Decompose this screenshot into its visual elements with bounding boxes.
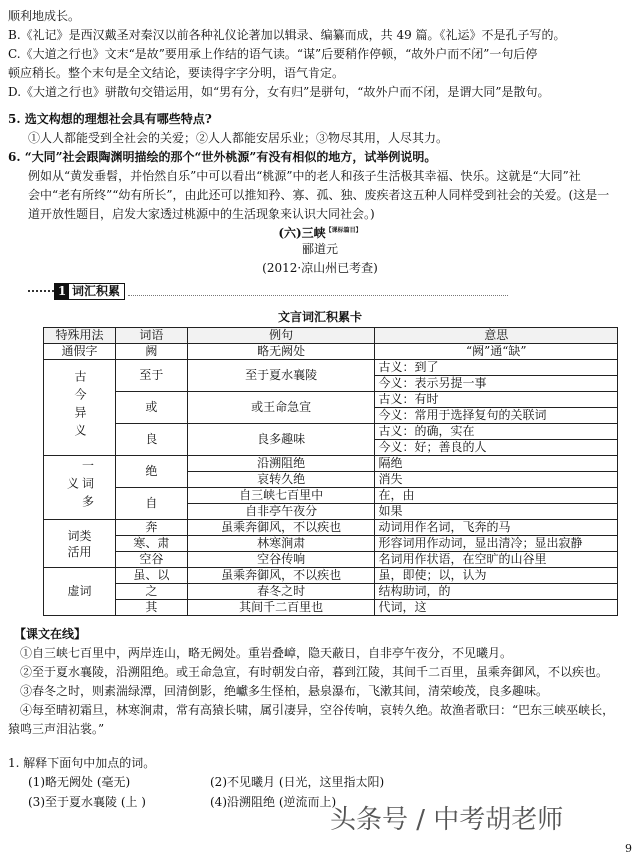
answer-6-line2: 会中“老有所终”“幼有所长”，由此还可以推知矜、寡、孤、独、废疾者这五种人同样受到社会的关爱。(这是一 xyxy=(28,188,610,202)
category-xuci: 虚词 xyxy=(44,568,116,616)
exercise-item-1: (1)略无阙处 (毫无) xyxy=(28,775,131,789)
paragraph-4: ④每至晴初霜旦，林寒涧肃，常有高猿长啸，属引凄异，空谷传响，哀转久绝。故渔者歌曰：“巴东三峡巫峡长， xyxy=(20,703,615,717)
exercise-item-4: (4)沿溯阻绝 (逆流而上) xyxy=(210,795,337,809)
exam-note: (2012·凉山州已考查) xyxy=(262,261,378,275)
category-duoyi: 一词多义 xyxy=(44,456,116,520)
lesson-badge: 【课标篇目】 xyxy=(325,227,362,234)
paragraph-1: ①自三峡七百里中，两岸连山，略无阙处。重岩叠嶂，隐天蔽日，自非亭午夜分，不见曦月。 xyxy=(20,646,513,660)
question-5: 5. 选文构想的理想社会具有哪些特点? xyxy=(8,112,212,126)
table-header-row xyxy=(44,328,618,344)
table-row: 通假字 阙 略无阙处 “阙”通“缺” xyxy=(44,344,618,360)
table-row: 古今异义 至于 至于夏水襄陵 古义：到了 xyxy=(44,360,618,376)
table-row: 其 其间千二百里也 代词，这 xyxy=(44,600,618,616)
table-row: 之 春冬之时 结构助词，的 xyxy=(44,584,618,600)
option-c-cont: 顿应稍长。整个末句是全文结论，要读得字字分明，语气肯定。 xyxy=(8,66,345,80)
answer-6-line1: 例如从“黄发垂髫，并怡然自乐”中可以看出“桃源”中的老人和孩子生活极其幸福、快乐。这就是“大同”社 xyxy=(28,169,581,183)
answer-5: ①人人都能受到全社会的关爱；②人人都能安居乐业；③物尽其用，人尽其力。 xyxy=(28,131,449,145)
header-example: 例句 xyxy=(187,328,375,344)
header-usage: 特殊用法 xyxy=(44,328,116,344)
vocabulary-table: 特殊用法 词语 例句 意思 通假字 阙 略无阙处 “阙”通“缺” 古今异义 至于 至于夏水襄陵 古义：到了 今义：表示另提一事 或 或王命急宣 古义：有时 今义：常用于选择复句的关联词 良 良多趣味 古义：的确，实在 今义：好；善良的人 一词多义 绝 沿溯阻绝 隔绝 哀转久绝 消失 自 自三峡七百里中 在，由 自非亭午夜分 如果 词类活用 奔 虽乘奔御风，不以疾也 动词用作名词，飞奔的马 寒、肃 林寒涧肃 形容词用作动词，显出清冷；显出寂静 空谷 空谷传响 名词用作状语，在空旷的山谷里 虚词 虽、以 虽乘奔御风，不以疾也 虽，即使；以，认为 之 春冬之时 结构助词，的 其 其间千二百里也 代词，这 xyxy=(43,327,618,616)
card-title: 文言词汇积累卡 xyxy=(277,310,362,324)
table-row: 词类活用 奔 虽乘奔御风，不以疾也 动词用作名词，飞奔的马 xyxy=(44,520,618,536)
exercise-item-3: (3)至于夏水襄陵 (上 ) xyxy=(28,795,146,809)
paragraph-2: ②至于夏水襄陵，沿溯阻绝。或王命急宣，有时朝发白帝，暮到江陵，其间千二百里，虽乘奔御风，不以疾也。 xyxy=(20,665,609,679)
section-divider xyxy=(128,295,508,296)
section-number: 1 xyxy=(55,284,69,299)
option-b: B.《礼记》是西汉戴圣对秦汉以前各种礼仪论著加以辑录、编纂而成，共 49 篇。《礼运》不是孔子写的。 xyxy=(8,28,566,42)
section-label: 词汇积累 xyxy=(72,283,121,298)
text-line: 顺利地成长。 xyxy=(8,9,81,23)
category-gujin: 古今异义 xyxy=(44,360,116,456)
lesson-title: (六)三峡$^{【课标篇目】}$ xyxy=(278,226,362,240)
table-row: 自 自三峡七百里中 在，由 xyxy=(44,488,618,504)
category-tongjia: 通假字 xyxy=(44,344,116,360)
category-huoyong: 词类活用 xyxy=(44,520,116,568)
paragraph-3: ③春冬之时，则素湍绿潭，回清倒影，绝巘多生怪柏，悬泉瀑布，飞漱其间，清荣峻茂，良多趣味。 xyxy=(20,684,549,698)
header-meaning: 意思 xyxy=(375,328,618,344)
option-d: D.《大道之行也》骈散句交错运用，如“男有分，女有归”是骈句，“故外户而不闭，是谓大同”是散句。 xyxy=(8,85,550,99)
table-row: 或 或王命急宣 古义：有时 xyxy=(44,392,618,408)
lesson-author: 郦道元 xyxy=(301,242,338,256)
table-row: 虚词 虽、以 虽乘奔御风，不以疾也 虽，即使；以，认为 xyxy=(44,568,618,584)
table-row: 一词多义 绝 沿溯阻绝 隔绝 xyxy=(44,456,618,472)
watermark: 头条号 / 中考胡老师 xyxy=(330,805,564,835)
text-heading: 【课文在线】 xyxy=(14,627,87,641)
question-6: 6. “大同”社会跟陶渊明描绘的那个“世外桃源”有没有相似的地方，试举例说明。 xyxy=(8,150,437,164)
exercise-question: 1. 解释下面句中加点的词。 xyxy=(8,756,156,770)
section-vocabulary-tag xyxy=(28,283,125,299)
table-row: 良 良多趣味 古义：的确，实在 xyxy=(44,424,618,440)
exercise-item-2: (2)不见曦月 (日光，这里指太阳) xyxy=(210,775,385,789)
answer-6-line3: 道开放性题目，启发大家透过桃源中的生活现象来认识大同社会。) xyxy=(28,207,375,221)
table-row: 空谷 空谷传响 名词用作状语，在空旷的山谷里 xyxy=(44,552,618,568)
table-row: 寒、肃 林寒涧肃 形容词用作动词，显出清冷；显出寂静 xyxy=(44,536,618,552)
page-number: 9 xyxy=(625,842,632,855)
paragraph-4-cont: 猿鸣三声泪沾裳。” xyxy=(8,722,105,736)
option-c: C.《大道之行也》文末“是故”要用承上作结的语气读。“谋”后要稍作停顿，“故外户而不闭”一句后停 xyxy=(8,47,538,61)
dotted-leader xyxy=(28,290,54,292)
header-word: 词语 xyxy=(115,328,187,344)
